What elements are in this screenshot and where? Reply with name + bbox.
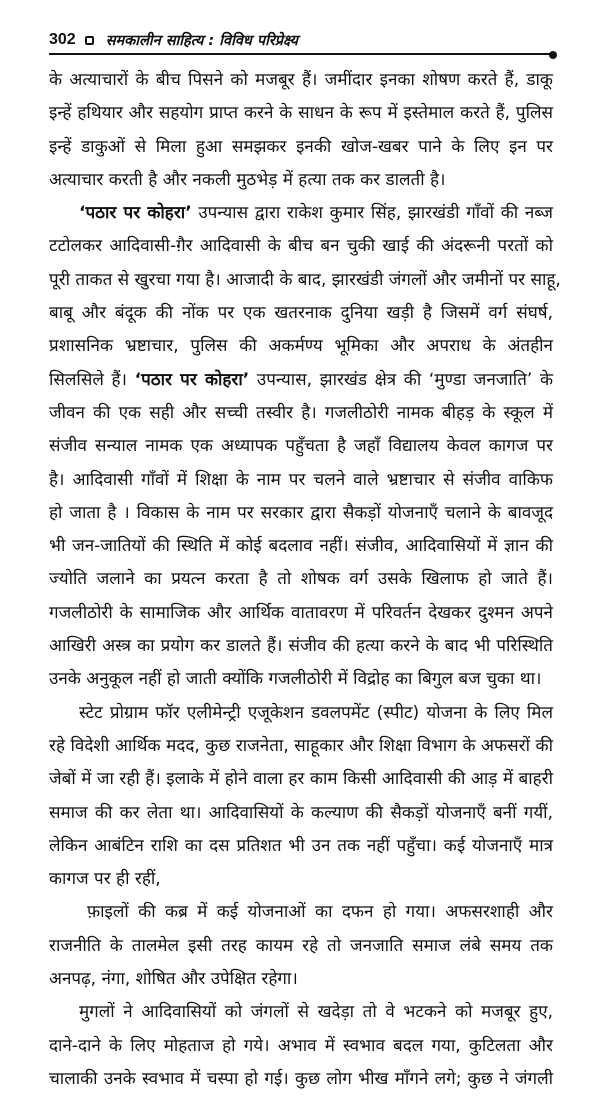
- square-outline-icon: [85, 36, 94, 45]
- paragraph-start-line: [49, 197, 553, 230]
- paragraph-start-line: मुगलों ने आदिवासियों को जंगलों से खदेड़ा तो वे भटकने को मजबूर हुए,: [79, 1002, 553, 1023]
- text-line: प्रशासनिक भ्रष्टाचार, पुलिस की अकर्मण्य भूमिका और अपराध के अंतहीन: [49, 336, 553, 357]
- text-span: उपन्यास, झारखंड क्षेत्र की ‘मुण्डा जनजाति’ के: [249, 369, 554, 390]
- text-line: दाने-दाने के लिए मोहताज हो गये। अभाव में स्वभाव बदल गया, कुटिलता और: [49, 1035, 553, 1056]
- text-line: चालाकी उनके स्वभाव में चस्पा हो गई। कुछ लोग भीख माँगने लगे; कुछ ने जंगली: [49, 1068, 553, 1089]
- text-line: पूरी ताकत से खुरचा गया है। आजादी के बाद, झारखंडी जंगलों और जमीनों पर साहू,: [49, 269, 561, 290]
- text-line: राजनीति के तालमेल इसी तरह कायम रहे तो जनजाति समाज लंबे समय तक: [49, 935, 553, 956]
- text-line: अनपढ़, नंगा, शोषित और उपेक्षित रहेगा।: [49, 969, 298, 990]
- text-line: टटोलकर आदिवासी-ग़ैर आदिवासी के बीच बन चुकी खाई की अंदरूनी परतों को: [49, 236, 553, 257]
- text-line: हो जाता है । विकास के नाम पर सरकार द्वारा सैकड़ों योजनाएँ चलाने के बावजूद: [49, 502, 553, 523]
- text-line: जीवन की एक सही और सच्ची तस्वीर है। गजलीठोरी नामक बीहड़ के स्कूल में: [49, 402, 553, 423]
- text-line: इन्हें हथियार और सहयोग प्राप्त करने के साधन के रूप में इस्तेमाल करते हैं, पुलिस: [49, 103, 553, 124]
- text-line: भी जन-जातियों की स्थिति में कोई बदलाव नहीं। संजीव, आदिवासियों में ज्ञान की: [49, 536, 553, 557]
- text-line: गजलीठोरी के सामाजिक और आर्थिक वातावरण में परिवर्तन देखकर दुश्मन अपने: [49, 602, 553, 623]
- text-line: ज्योति जलाने का प्रयत्न करता है तो शोषक वर्ग उसके खिलाफ हो जाते हैं।: [49, 569, 553, 590]
- text-line: अत्याचार करती है और नकली मुठभेड़ में हत्या तक कर डालती है।: [49, 169, 446, 190]
- text-line: आखिरी अस्त्र का प्रयोग कर डालते हैं। संजीव की हत्या करने के बाद भी परिस्थिति: [49, 636, 553, 657]
- book-title: समकालीन साहित्य : विविध परिप्रेक्ष्य: [105, 33, 298, 49]
- text-line: कागज पर ही रहीं,: [49, 869, 161, 890]
- text-line: बाबू और बंदूक की नोंक पर एक खतरनाक दुनिया खड़ी है जिसमें वर्ग संघर्ष,: [49, 303, 553, 324]
- running-head: [49, 28, 553, 52]
- text-line: रहे विदेशी आर्थिक मदद, कुछ राजनेता, साहूकार और शिक्षा विभाग के अफसरों की: [49, 735, 553, 756]
- page-number: 302: [49, 31, 76, 48]
- paragraph-start-line: फ़ाइलों की कब्र में कई योजनाओं का दफन हो गया। अफसरशाही और: [87, 902, 553, 923]
- text-line: संजीव सन्याल नामक एक अध्यापक पहुँचता है जहाँ विद्यालय केवल कागज पर: [49, 436, 553, 457]
- text-span: उपन्यास द्वारा राकेश कुमार सिंह, झारखंडी गाँवों की नब्ज: [191, 203, 553, 224]
- text-line: लेकिन आबंटिन राशि का दस प्रतिशत भी उन तक नहीं पहुँचा। कई योजनाएँ मात्र: [49, 835, 553, 856]
- text-line: [49, 364, 553, 397]
- text-line: है। आदिवासी गाँवों में शिक्षा के नाम पर चलने वाले भ्रष्टाचार से संजीव वाकिफ: [49, 469, 553, 490]
- text-line: उनके अनुकूल नहीं हो जाती क्योंकि गजलीठोरी में विद्रोह का बिगुल बज चुका था।: [49, 669, 542, 690]
- header-rule-dot-icon: [549, 51, 557, 59]
- novel-title-bold: ‘पठार पर कोहरा’: [79, 203, 192, 224]
- header-rule: [49, 53, 553, 55]
- paragraph-start-line: स्टेट प्रोग्राम फॉर एलीमेन्ट्री एजूकेशन डवलपमेंट (स्पीट) योजना के लिए मिल: [79, 702, 553, 723]
- text-line: के अत्याचारों के बीच पिसने को मजबूर हैं। जमींदार इनका शोषण करते हैं, डाकू: [49, 70, 553, 90]
- text-span: सिलसिले हैं।: [49, 369, 135, 390]
- text-line: इन्हें डाकुओं से मिला हुआ समझकर इनकी खोज-खबर पाने के लिए इन पर: [49, 136, 553, 157]
- body-text: [49, 64, 561, 1096]
- text-line: समाज की कर लेता था। आदिवासियों के कल्याण की सैकड़ों योजनाएँ बनीं गयीं,: [49, 802, 553, 823]
- novel-title-bold: ‘पठार पर कोहरा’: [134, 369, 250, 390]
- text-line: जेबों में जा रही हैं। इलाके में होने वाला हर काम किसी आदिवासी की आड़ में बाहरी: [49, 769, 553, 790]
